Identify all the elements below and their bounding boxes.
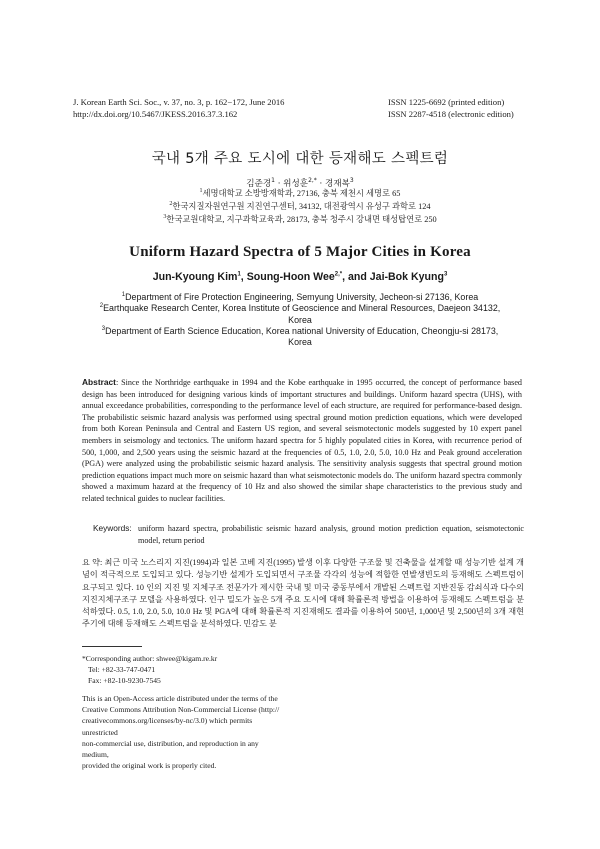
english-author-1-sup: 1 bbox=[237, 271, 241, 278]
english-author-1: Jun-Kyoung Kim bbox=[152, 271, 238, 283]
korean-title: 국내 5개 주요 도시에 대한 등재해도 스펙트럼 bbox=[151, 151, 449, 167]
affiliation-sup: 3 bbox=[163, 214, 167, 221]
english-author-2-sup: 2,* bbox=[334, 271, 343, 278]
korean-affiliations bbox=[0, 187, 600, 226]
affiliation-text: Earthquake Research Center, Korea Institute of Geoscience and Mineral Resources, Daejeon 34132, Korea bbox=[103, 303, 501, 325]
license-line: This is an Open-Access article distributed under the terms of the bbox=[82, 694, 278, 703]
korean-author-1: 김준경 bbox=[246, 179, 272, 189]
affiliation-sup: 1 bbox=[121, 292, 126, 299]
corresponding-author-footnote bbox=[82, 653, 217, 687]
abstract-label: Abstract bbox=[82, 377, 116, 387]
issn-electronic: ISSN 2287-4518 (electronic edition) bbox=[388, 108, 514, 119]
korean-author-2: 위성훈 bbox=[283, 179, 309, 189]
english-affiliations bbox=[90, 292, 510, 348]
author-separator: , and bbox=[342, 271, 370, 283]
english-affiliation-1 bbox=[90, 292, 510, 303]
affiliation-text: Department of Earth Science Education, Korea national University of Education, Cheongju-si 28173, Korea bbox=[105, 325, 499, 348]
journal-header-right bbox=[388, 97, 514, 120]
korean-affiliation-3 bbox=[0, 213, 600, 226]
korean-author-3-sup: 3 bbox=[349, 177, 354, 185]
korean-abstract-text: : 최근 미국 노스리지 지진(1994)과 일본 고베 지진(1995) 발생 이후 다양한 구조물 및 건축물을 설계할 때 성능기반 설계 개념이 적극적으로 도입되고 있다. 성능기반 설계가 도입되면서 구조물 각각의 성능에 적합한 연발생빈도의 등재해도 스펙트럼이 요구되고 있다. 10 인의 지진 및 지체구조 전문가가 제시한 국내 및 미국 중동부에서 개발된 스펙트럴 지반진동 감쇠식과 다수의 지진지체구조구 모델을 사용하였다. 인구 밀도가 높은 5개 주요 도시에 대해 확률론적 방법을 이용하여 등재해도 스펙트럼을 분석하였다. 0.5, 1.0, 2.0, 5.0, 10.0 Hz 및 PGA에 대해 확률론적 지진재해도 결과를 이용하여 500년, 1,000년 및 2,500년의 3개 재현주기에 대해 등재해도 스펙트럼을 분석하였다. 민감도 분 bbox=[82, 558, 524, 629]
korean-author-2-sup: 2,* bbox=[308, 177, 317, 185]
korean-abstract bbox=[82, 557, 524, 631]
footnote-divider bbox=[82, 646, 142, 647]
english-author-3-sup: 3 bbox=[443, 271, 448, 278]
journal-header-left bbox=[73, 97, 284, 120]
korean-affiliation-2 bbox=[0, 200, 600, 213]
affiliation-sup: 3 bbox=[101, 325, 106, 332]
english-title: Uniform Hazard Spectra of 5 Major Cities in Korea bbox=[129, 244, 471, 260]
corresponding-email: *Corresponding author: shwee@kigam.re.kr bbox=[82, 654, 218, 663]
affiliation-text: 세명대학교 소방방재학과, 27136, 충북 제천시 세명로 65 bbox=[202, 189, 401, 198]
issn-print: ISSN 1225-6692 (printed edition) bbox=[388, 97, 505, 107]
english-affiliation-2 bbox=[90, 303, 510, 326]
author-separator: , bbox=[240, 271, 247, 283]
affiliation-text: Department of Fire Protection Engineering, Semyung University, Jecheon-si 27136, Korea bbox=[125, 292, 479, 302]
korean-author-1-sup: 1 bbox=[271, 177, 275, 185]
abstract bbox=[82, 377, 522, 505]
keywords-label: Keywords: bbox=[93, 523, 132, 533]
keywords-text: uniform hazard spectra, probabilistic seismic hazard analysis, ground motion prediction equation, seismotectonic model, return period bbox=[138, 524, 524, 545]
english-author-2: Soung-Hoon Wee bbox=[246, 271, 335, 283]
license-line: creativecommons.org/licenses/by-nc/3.0) which permits unrestricted bbox=[82, 716, 253, 737]
license-notice bbox=[82, 693, 282, 771]
english-affiliation-3 bbox=[90, 326, 510, 349]
author-separator: · bbox=[316, 179, 326, 189]
korean-author-3: 경재복 bbox=[325, 179, 350, 189]
affiliation-sup: 2 bbox=[169, 201, 173, 208]
korean-abstract-label: 요 약 bbox=[82, 558, 100, 567]
author-separator: · bbox=[274, 179, 284, 189]
license-line: Creative Commons Attribution Non-Commercial License (http:// bbox=[82, 705, 280, 715]
abstract-text: : Since the Northridge earthquake in 1994 and the Kobe earthquake in 1995 occurred, the concept of performance based design has been introduced for designing various kinds of important structures and buildings. Uniform hazard spectra (UHS), with annual exceedance probabilities, corresponding to the performance level of each structure, are required for performance-based design. The probabilistic seismic hazard analysis was performed using spectral ground motion prediction equations, which were developed from both Korean Peninsula and Central and Eastern US region, and several seismotectonic models suggested by 10 expert panel members in seismology and tectonics. The uniform hazard spectra for 5 highly populated cities in Korea, with recurrence period of 500, 1,000, and 2,500 years using the seismic hazard at the frequencies of 0.5, 1.0, 2.0, 5.0, 10.0 Hz and Peak ground acceleration (PGA) were analyzed using the probabilistic seismic hazard analysis. The sensitivity analysis suggests that spectral ground motion prediction equations impact much more on seismic hazard than what seismotectonic models do. The uniform hazard spectra commonly showed a maximum hazard at the frequency of 10 Hz and also showed the similar shape characteristics to the previous study and related technical guides to nuclear facilities. bbox=[82, 378, 522, 503]
korean-affiliation-1 bbox=[0, 187, 600, 200]
journal-citation: J. Korean Earth Sci. Soc., v. 37, no. 3, p. 162−172, June 2016 bbox=[73, 97, 285, 107]
affiliation-text: 한국지질자원연구원 지진연구센터, 34132, 대전광역시 유성구 과학로 124 bbox=[172, 202, 431, 211]
english-author-3: Jai-Bok Kyung bbox=[369, 271, 444, 283]
affiliation-sup: 2 bbox=[99, 303, 104, 310]
affiliation-text: 한국교원대학교, 지구과학교육과, 28173, 충북 청주시 강내면 태성탑연로 250 bbox=[166, 215, 437, 224]
affiliation-sup: 1 bbox=[199, 188, 203, 195]
license-line: non-commercial use, distribution, and reproduction in any medium, bbox=[82, 738, 259, 760]
english-authors bbox=[0, 271, 600, 283]
corresponding-tel: Tel: +82-33-747-0471 bbox=[88, 665, 156, 675]
corresponding-fax: Fax: +82-10-9230-7545 bbox=[88, 676, 161, 686]
license-line: provided the original work is properly cited. bbox=[82, 761, 217, 771]
doi-link[interactable]: http://dx.doi.org/10.5467/JKESS.2016.37.3.162 bbox=[73, 108, 238, 119]
